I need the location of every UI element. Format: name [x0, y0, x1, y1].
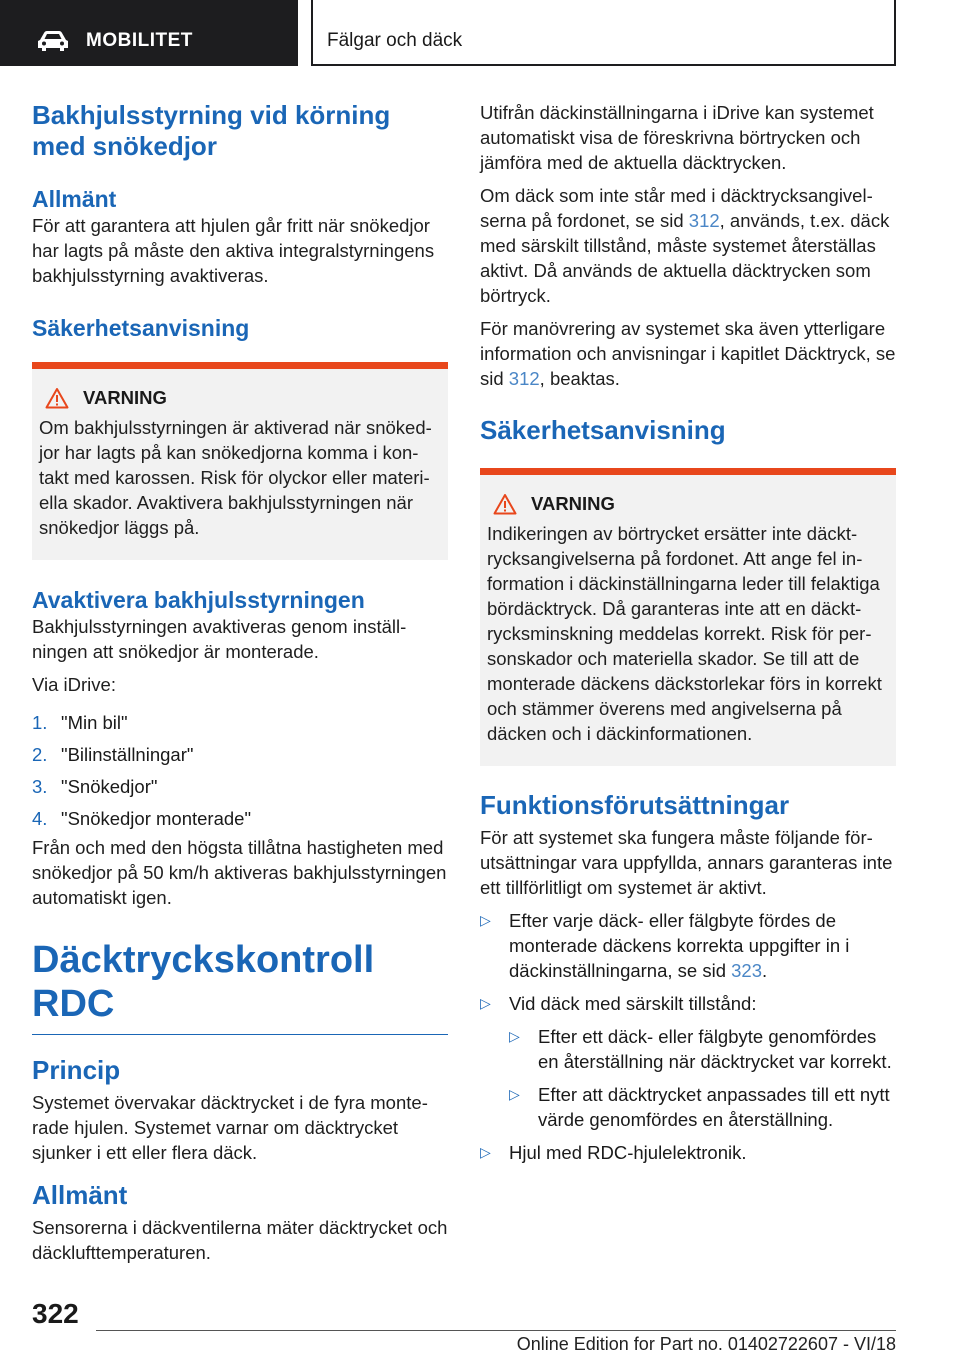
triangle-bullet-icon: ▷: [509, 1086, 520, 1102]
step-text: "Snökedjor monterade": [61, 808, 252, 829]
triangle-bullet-icon: ▷: [509, 1028, 520, 1044]
step-number: 3.: [32, 776, 48, 797]
footer-rule: [96, 1330, 896, 1331]
requirements-list-end: [480, 1140, 896, 1165]
list-item-text: Efter ett däck- eller fälgbyte genomfördes en återställning när däcktrycket var korrekt.: [538, 1026, 892, 1072]
heading-safety-right: Säkerhetsanvisning: [480, 415, 726, 445]
heading-rdc: Däcktryckskontroll RDC: [32, 939, 375, 1025]
page-link-312[interactable]: 312: [508, 368, 540, 389]
chapter-tab: [311, 0, 896, 66]
text-span: , används, t.ex. däck med särskilt tillstånd, måste systemet återställas aktivt. Då används de aktuella däcktrycken som börtryck.: [480, 210, 890, 306]
warning-triangle-icon: [493, 493, 517, 515]
page-number: 322: [32, 1298, 79, 1329]
warning-box: [32, 362, 448, 560]
warning-label: VARNING: [83, 387, 167, 408]
list-item: [32, 739, 448, 771]
paragraph-operation: [480, 316, 896, 391]
list-item: [32, 771, 448, 803]
paragraph-deactivate: Bakhjulsstyrningen avaktiveras genom inställningen att snökedjor är monterade.: [32, 616, 407, 662]
edition-text: Online Edition for Part no. 01402722607 - VI/18: [516, 1334, 896, 1354]
list-item-text: [509, 908, 896, 983]
step-number: 2.: [32, 744, 48, 765]
text-span: .: [762, 960, 768, 981]
step-text: "Snökedjor": [61, 776, 158, 797]
paragraph-reset: [480, 183, 896, 308]
heading-rear-steering: Bakhjulsstyrning vid körning med snökedjor: [32, 100, 391, 161]
left-column: [32, 100, 448, 1265]
step-number: 1.: [32, 712, 48, 733]
chapter-label: Fälgar och däck: [327, 30, 463, 51]
list-item-text: Efter att däcktrycket anpassades till ett nytt värde genomfördes en återställning.: [538, 1084, 890, 1130]
list-item-text: Vid däck med särskilt tillstånd:: [509, 993, 757, 1014]
text-span: , beaktas.: [539, 368, 620, 389]
list-item: [509, 1024, 896, 1074]
requirements-list: [480, 908, 896, 1016]
list-item-text: Hjul med RDC-hjulelektronik.: [509, 1142, 747, 1163]
sub-requirements-list: [509, 1024, 896, 1132]
page-link-323[interactable]: 323: [731, 960, 763, 981]
heading-functional-requirements: Funktionsförutsättningar: [480, 790, 790, 820]
list-item: [480, 908, 896, 983]
paragraph-functional-requirements: För att systemet ska fungera måste följande förutsättningar vara uppfyllda, annars garanteras inte ett tillförlitligt om systemet är aktivt.: [480, 827, 893, 898]
triangle-bullet-icon: ▷: [480, 995, 491, 1011]
triangle-bullet-icon: ▷: [480, 912, 491, 928]
idrive-steps: [32, 707, 448, 835]
warning-triangle-icon: [45, 387, 69, 409]
section-tab: [0, 0, 298, 66]
step-number: 4.: [32, 808, 48, 829]
section-label: MOBILITET: [86, 30, 193, 51]
list-item: [32, 707, 448, 739]
heading-rule: [32, 1034, 448, 1035]
warning-title: [487, 493, 888, 515]
paragraph-speed: Från och med den högsta tillåtna hastigheten med snökedjor på 50 km/h aktiveras bakhjulsstyrningen automatiskt igen.: [32, 837, 447, 908]
text-span: Efter varje däck- eller fälgbyte fördes de monterade däckens korrekta uppgifter in i däckinställningarna, se sid: [509, 910, 850, 981]
warning-title: [39, 387, 440, 409]
text-span: Om däck som inte står med i däcktrycksangivelserna på fordonet, se sid: [480, 185, 873, 231]
heading-general-2: Allmänt: [32, 1180, 128, 1210]
heading-principle: Princip: [32, 1055, 121, 1085]
paragraph-principle: Systemet övervakar däcktrycket i de fyra monterade hjulen. Systemet varnar om däcktrycket sjunker i ett eller flera däck.: [32, 1092, 428, 1163]
heading-deactivate: Avaktivera bakhjulsstyrningen: [32, 587, 365, 613]
paragraph-idrive-settings: Utifrån däckinställningarna i iDrive kan systemet automatiskt visa de föreskrivna börtrycken och jämföra med de aktuella däcktrycken.: [480, 102, 874, 173]
heading-safety: Säkerhetsanvisning: [32, 315, 250, 341]
step-text: "Bilinställningar": [61, 744, 194, 765]
page-header: [0, 0, 960, 66]
paragraph-via-idrive: Via iDrive:: [32, 674, 116, 695]
triangle-bullet-icon: ▷: [480, 1144, 491, 1160]
step-text: "Min bil": [61, 712, 128, 733]
list-item: [480, 1140, 896, 1165]
car-icon: [36, 30, 70, 52]
right-column: [480, 100, 896, 1165]
warning-box: [480, 468, 896, 766]
list-item: [509, 1082, 896, 1132]
warning-text: Indikeringen av börtrycket ersätter inte däcktrycksangivelserna på fordonet. Att ange fel information i däckinställningarna leder till felaktiga bördäcktryck. Då garanteras inte att en däcktrycksminskning meddelas korrekt. Risk för personskador och materiella skador. Se till att de monterade däckens däckstorlekar förs in korrekt och stämmer överens med angivelserna på däcken och i däckinformationen.: [487, 523, 882, 744]
warning-label: VARNING: [531, 493, 615, 514]
text-span: För manövrering av systemet ska även ytterligare information och anvisningar i kapitlet Däcktryck, se sid: [480, 318, 896, 389]
warning-text: Om bakhjulsstyrningen är aktiverad när snökedjor har lagts på kan snökedjorna komma i kontakt med karossen. Risk för olyckor eller materiella skador. Avaktivera bakhjulsstyrningen när snökedjor läggs på.: [39, 417, 432, 538]
list-item: [480, 991, 896, 1016]
heading-general: Allmänt: [32, 186, 117, 212]
paragraph-general-2: Sensorerna i däckventilerna mäter däcktrycket och däcklufttemperaturen.: [32, 1217, 448, 1263]
list-item: [32, 803, 448, 835]
paragraph-general: För att garantera att hjulen går fritt när snökedjor har lagts på måste den aktiva integralstyrningens bakhjulsstyrning avaktiveras.: [32, 215, 435, 286]
page-link-312[interactable]: 312: [688, 210, 720, 231]
